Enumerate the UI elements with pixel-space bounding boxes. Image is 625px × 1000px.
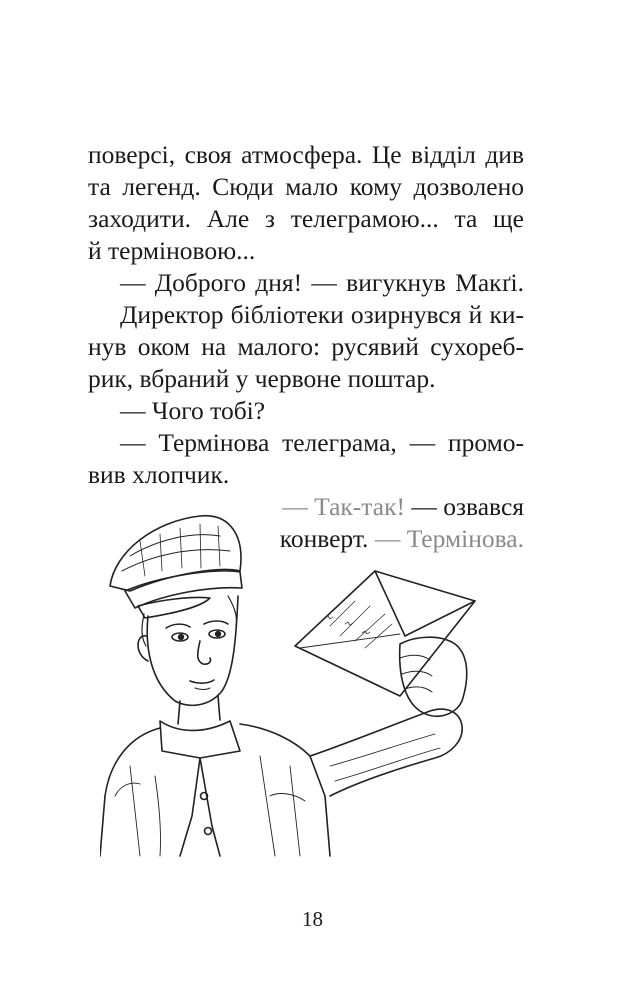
- grey-text: — Термінова.: [368, 524, 524, 553]
- coat-lapel: [180, 758, 220, 856]
- dark-text: — озвався: [404, 492, 524, 521]
- text-line: Директор бібліотеки озирнувся й ки-: [120, 300, 524, 329]
- nose: [198, 641, 211, 664]
- sleeve: [310, 709, 462, 796]
- envelope-flap: [375, 571, 475, 636]
- grey-text: — Так-так!: [282, 492, 405, 521]
- cap-crown: [110, 516, 241, 591]
- neck: [178, 696, 220, 724]
- coat-button: [205, 828, 212, 835]
- text-line: — Термінова телеграма, — промо-: [120, 428, 524, 457]
- boy-with-envelope-illustration: [100, 496, 500, 876]
- left-eyebrow: [166, 624, 190, 628]
- text-line: поверсі, своя атмосфера. Це відділ див: [88, 140, 524, 169]
- cap-band: [125, 571, 242, 608]
- right-eyebrow: [204, 621, 228, 624]
- mouth: [190, 680, 214, 683]
- cap-visor: [138, 597, 210, 618]
- face-outline: [147, 596, 238, 705]
- text-line: вив хлопчик.: [88, 460, 230, 489]
- text-line: та легенд. Сюди мало кому дозволено: [88, 172, 524, 201]
- page-number: 18: [302, 907, 323, 931]
- envelope: [295, 571, 475, 696]
- text-line: й терміновою...: [88, 236, 256, 265]
- text-line: рик, вбраний у червоне поштар.: [88, 364, 436, 393]
- hand: [400, 637, 467, 716]
- text-line: — Доброго дня! — вигукнув Макґі.: [120, 268, 524, 297]
- text-line: — Чого тобі?: [120, 396, 266, 425]
- text-line: нув оком на малого: русявий сухореб-: [88, 332, 524, 361]
- collar: [160, 721, 240, 758]
- dark-text: конверт.: [279, 524, 369, 553]
- text-line: заходити. Але з телеграмою... та ще: [88, 204, 524, 233]
